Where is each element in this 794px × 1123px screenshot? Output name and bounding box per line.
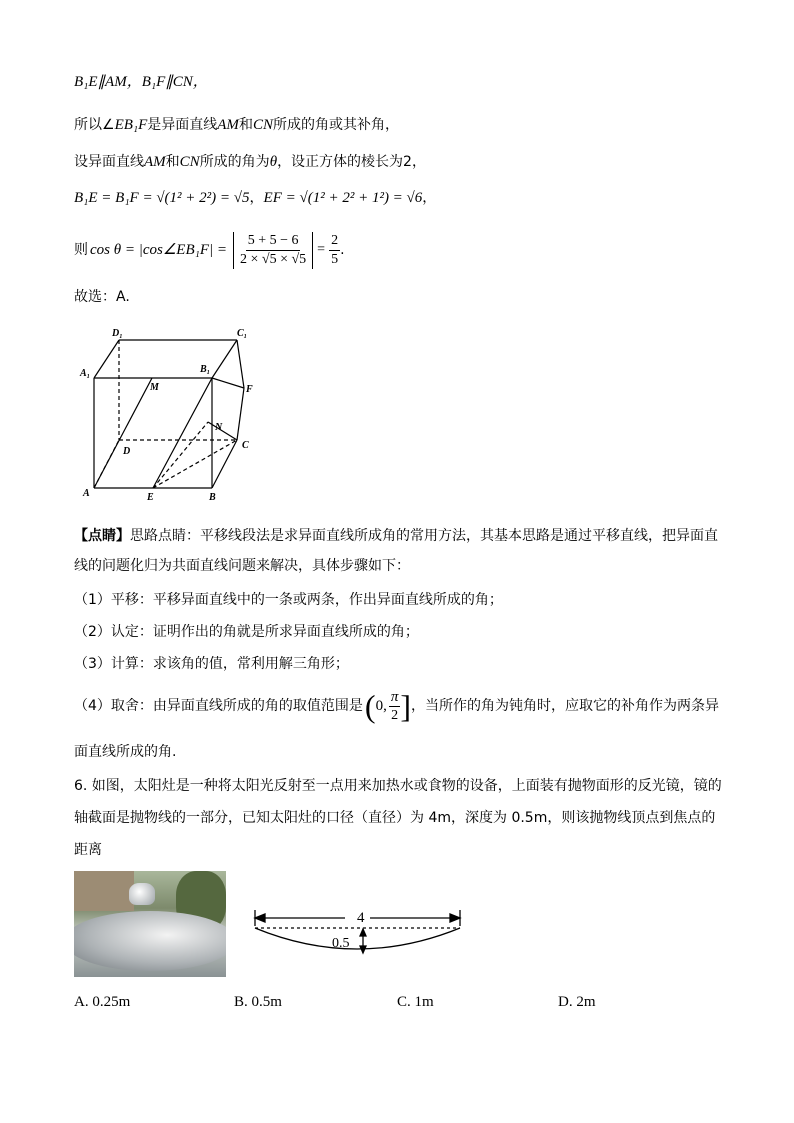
denominator: 2	[391, 707, 399, 723]
equation-b1e: B₁E = B₁F = √(1² + 2²) = √5	[74, 190, 250, 206]
numerator: π	[390, 688, 399, 705]
line-am: AM	[144, 154, 166, 170]
line-cn: CN	[252, 117, 273, 133]
question-text: 6. 如图，太阳灶是一种将太阳光反射至一点用来加热水或食物的设备，上面装有抛物面形的反光镜，镜的	[74, 778, 722, 794]
tip-step-1: （1）平移：平移异面直线中的一条或两条，作出异面直线所成的角；	[74, 592, 503, 608]
fraction	[238, 232, 308, 269]
edge-b1c1	[212, 340, 237, 378]
label-d1: D₁	[112, 328, 123, 339]
text: 和	[165, 154, 180, 170]
answer-line: 故选：A.	[74, 289, 130, 305]
depth-arrow-bottom	[360, 946, 366, 953]
cos-expression: cos θ = |cos∠EB₁F| =	[90, 242, 227, 258]
solution-line-1: B₁E∥AM，B₁F∥CN，	[74, 74, 208, 90]
cube-figure	[74, 318, 264, 508]
label-c1: C₁	[237, 328, 248, 339]
option-c[interactable]: C. 1m	[397, 994, 434, 1010]
equals: =	[317, 242, 326, 257]
numerator: 2	[329, 232, 340, 251]
option-d[interactable]: D. 2m	[558, 994, 596, 1010]
solution-line-5	[74, 230, 345, 270]
parabola-curve	[255, 928, 460, 949]
text: ，当所作的角为钝角时，应取它的补角作为两条异	[410, 698, 719, 714]
angle: EB₁F	[114, 117, 148, 133]
arrow-right	[450, 914, 460, 922]
segment-b1f	[212, 378, 244, 388]
label-b1: B₁	[200, 364, 211, 375]
text: .	[340, 242, 345, 258]
arrow-left	[255, 914, 265, 922]
photo-house	[74, 871, 134, 911]
tip-step-4	[74, 686, 719, 726]
edge-c1f	[237, 340, 244, 388]
abs-bracket	[233, 232, 313, 269]
edge-fc	[237, 388, 244, 440]
solution-line-4	[74, 188, 436, 208]
text: 所成的角或其补角，	[272, 117, 399, 133]
result-fraction	[329, 232, 340, 269]
photo-kettle	[129, 883, 155, 905]
text: ，	[249, 190, 264, 206]
photo-dish	[74, 911, 226, 971]
text: ，	[422, 190, 437, 206]
equation-ef: EF = √(1² + 2² + 1²) = √6	[263, 190, 423, 206]
denominator: 5	[331, 251, 339, 267]
solar-cooker-photo	[74, 871, 226, 977]
solution-line-3	[74, 152, 426, 172]
theta: θ	[269, 154, 278, 170]
tip-step-2: （2）认定：证明作出的角就是所求异面直线所成的角；	[74, 624, 419, 640]
text: （4）取舍：由异面直线所成的角的取值范围是	[74, 698, 363, 714]
label-c: C	[242, 440, 249, 451]
open-paren: (	[364, 688, 376, 724]
tip-step-4-end: 面直线所成的角.	[74, 744, 177, 760]
line-cn: CN	[179, 154, 200, 170]
tip-text: 思路点睛：平移线段法是求异面直线所成角的常用方法，其基本思路是通过平移直线，把异面直	[130, 528, 718, 544]
tip-paragraph	[74, 521, 722, 679]
interval-start: 0,	[375, 698, 387, 714]
pi-over-two	[389, 689, 401, 724]
edge-a1d1	[94, 340, 119, 378]
text: 设异面直线	[74, 154, 144, 170]
width-label: 4	[357, 910, 365, 926]
line-am: AM	[217, 117, 239, 133]
tip-step-3: （3）计算：求该角的值，常利用解三角形；	[74, 656, 349, 672]
denominator: 2 × √5 × √5	[240, 251, 307, 267]
text: 所以∠	[74, 117, 115, 133]
label-d: D	[123, 446, 131, 457]
segment-am	[94, 378, 152, 488]
question-text: 轴截面是抛物线的一部分，已知太阳灶的口径（直径）为 4m，深度为 0.5m，则该抛物线顶点到焦点的距离	[74, 810, 716, 858]
text: 是异面直线	[147, 117, 218, 133]
option-b[interactable]: B. 0.5m	[234, 994, 282, 1010]
label-n: N	[215, 422, 223, 433]
label-m: M	[150, 382, 159, 393]
numerator: 5 + 5 − 6	[246, 232, 301, 251]
tip-text: 线的问题化归为共面直线问题来解决，具体步骤如下：	[74, 558, 410, 574]
text: 和	[238, 117, 253, 133]
solution-line-2	[74, 115, 399, 135]
label-a1: A₁	[80, 368, 91, 379]
text: 所成的角为	[199, 154, 270, 170]
text: 则	[74, 242, 88, 258]
depth-label: 0.5	[332, 936, 350, 951]
segment-eb1	[153, 378, 212, 488]
label-a: A	[83, 488, 90, 499]
close-bracket: ]	[400, 688, 411, 724]
edge-bc	[212, 440, 237, 488]
label-f: F	[246, 384, 253, 395]
text: ，设正方体的棱长为2，	[277, 154, 426, 170]
option-a[interactable]: A. 0.25m	[74, 994, 131, 1010]
tip-title: 【点睛】	[74, 528, 130, 544]
parabola-diagram	[245, 900, 475, 970]
label-e: E	[147, 492, 154, 503]
depth-arrow-top	[360, 929, 366, 936]
hidden-segment-en	[153, 422, 208, 488]
interval	[365, 686, 411, 726]
label-b: B	[209, 492, 216, 503]
